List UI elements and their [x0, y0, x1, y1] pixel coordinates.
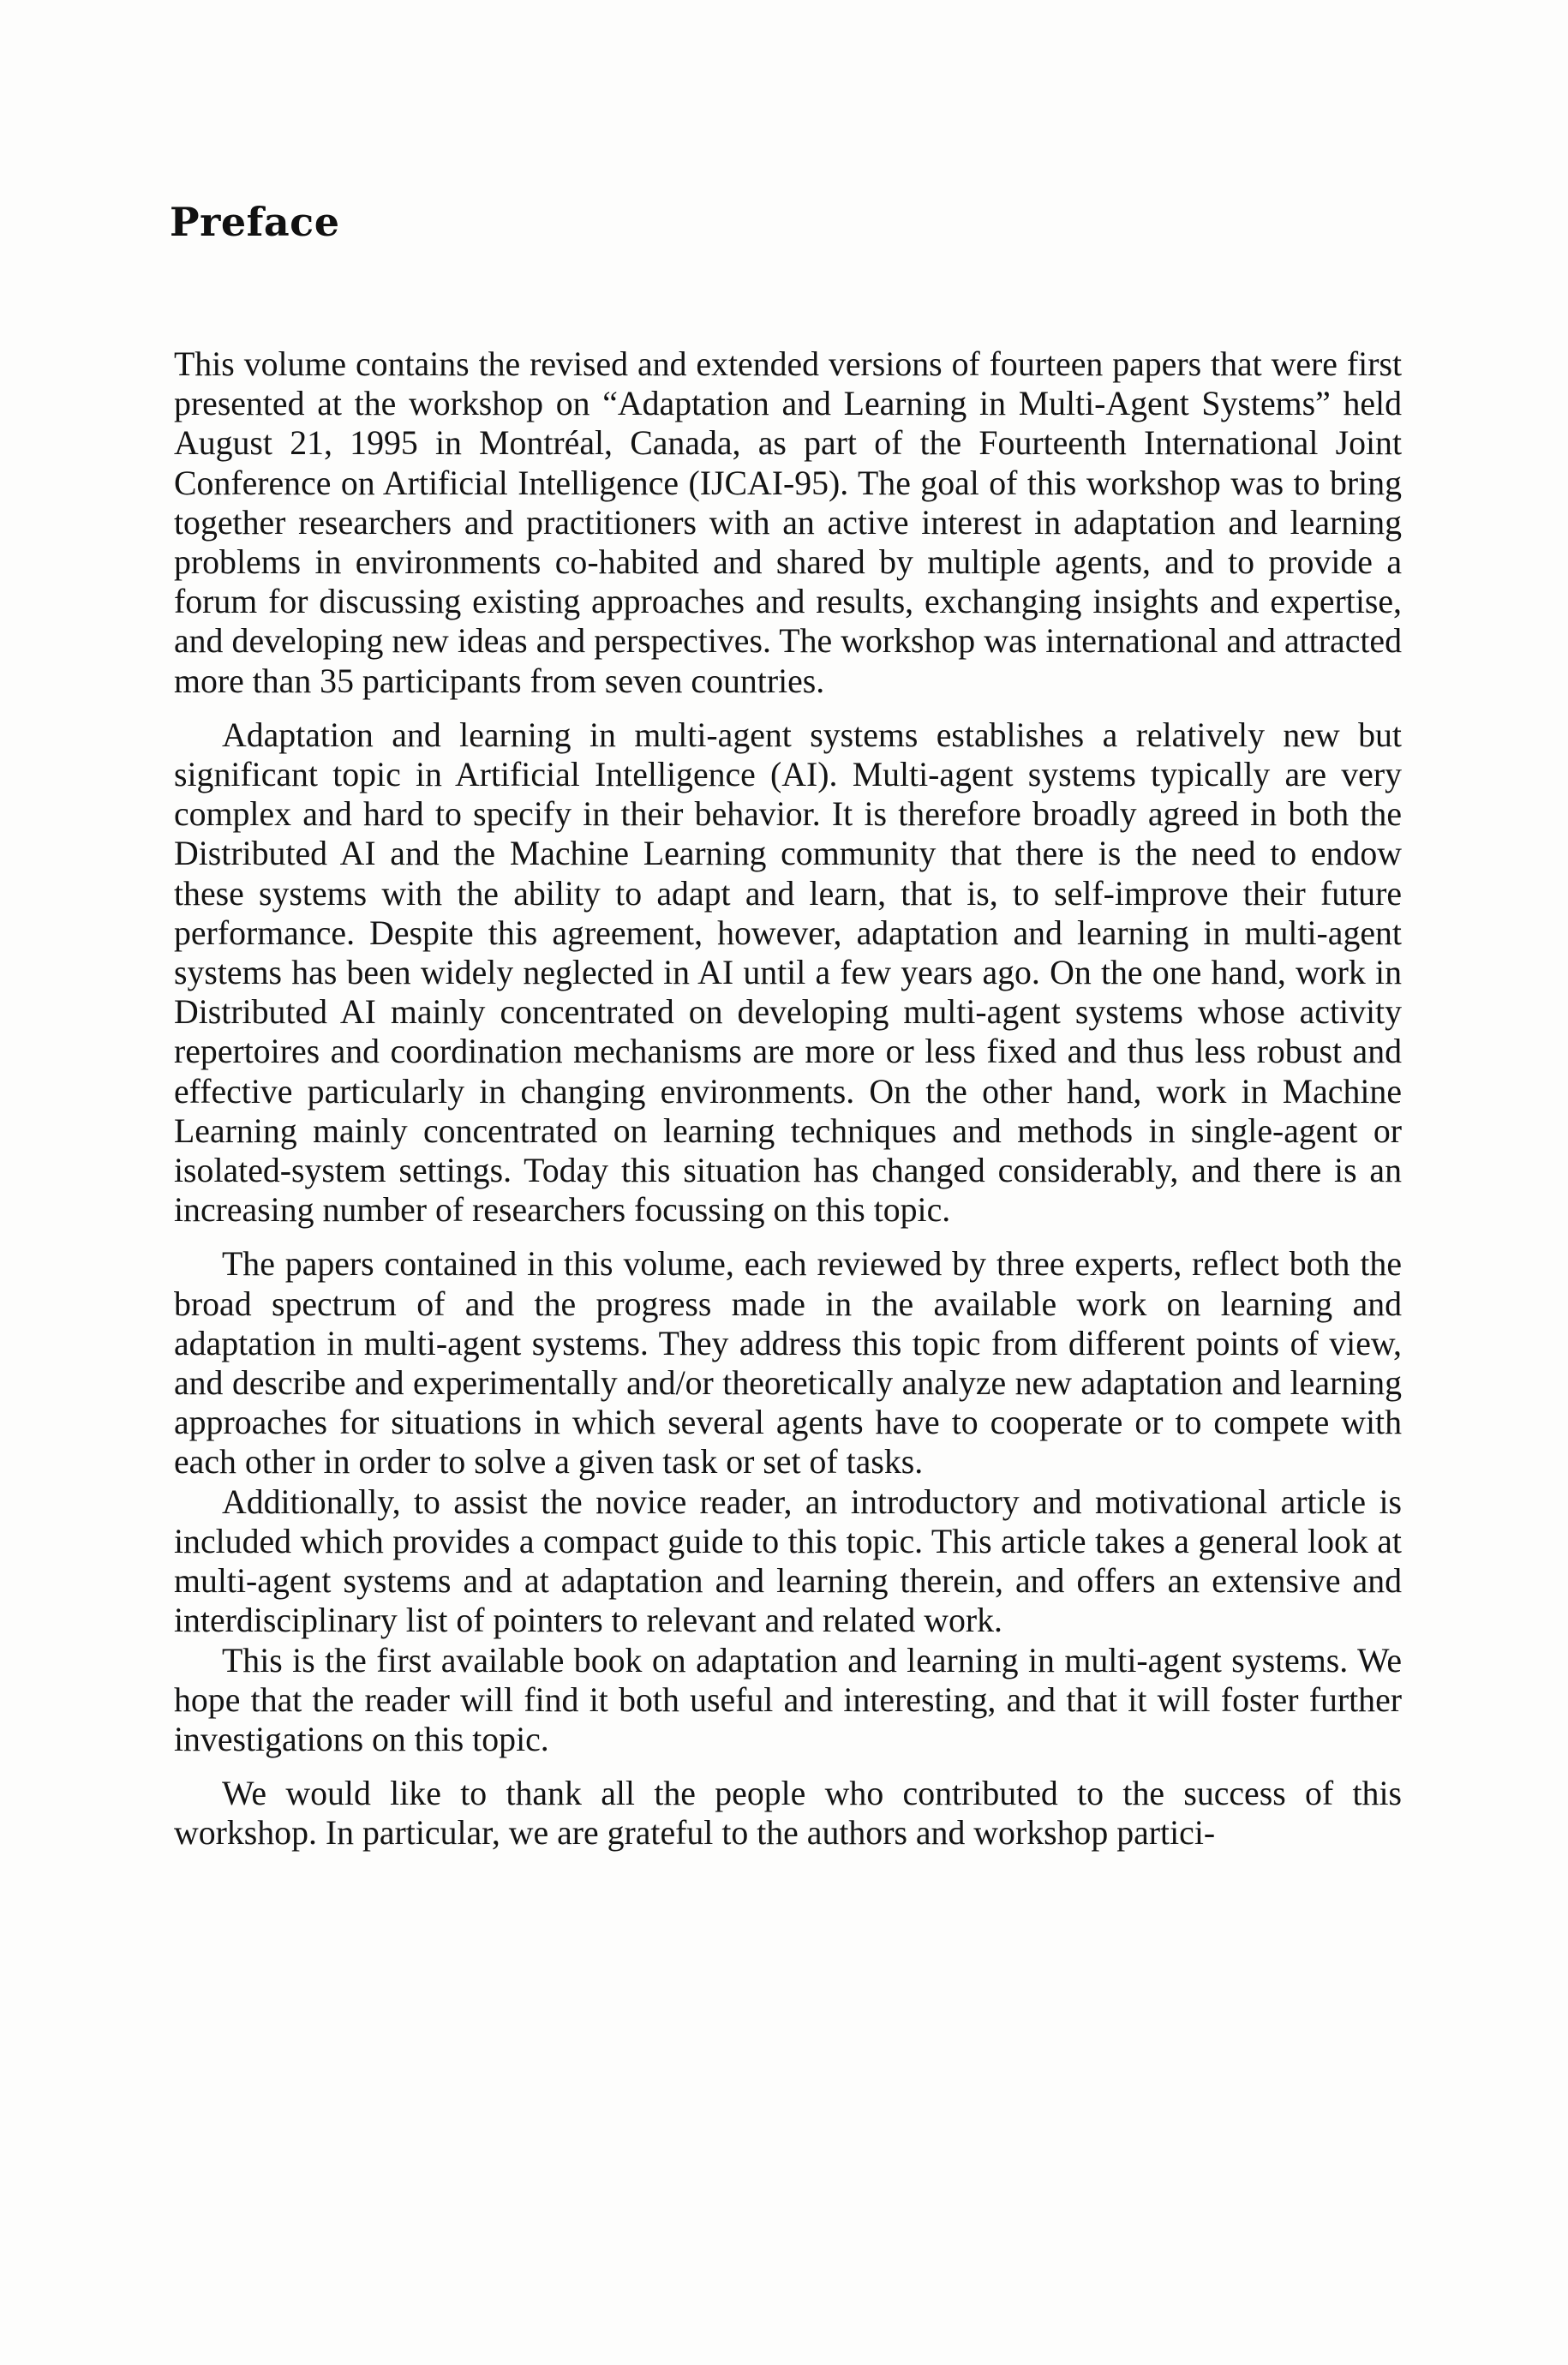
paragraph-acknowledgements: We would like to thank all the people who contributed to the success of this workshop. In particular, we are grateful to the authors and workshop partici-: [174, 1775, 1402, 1853]
paragraph-papers: The papers contained in this volume, each reviewed by three experts, reflect both the broad spectrum of and the progress made in the available work on learning and adaptation in multi-agent systems. They address this topic from different points of view, and describe and experimentally and/or theoretically analyze new adaptation and learning approaches for situations in which several agents have to cooperate or to compete with each other in order to solve a given task or set of tasks.: [174, 1245, 1402, 1482]
page-title: Preface: [170, 199, 340, 245]
preface-body: [174, 344, 1402, 1853]
paragraph-introductory-article: Additionally, to assist the novice reader, an introductory and motivational article is included which provides a compact guide to this topic. This article takes a general look at multi-agent systems and at adaptation and learning therein, and offers an extensive and interdisciplinary list of pointers to relevant and related work.: [174, 1482, 1402, 1640]
paragraph-topic: Adaptation and learning in multi-agent systems establishes a relatively new but significant topic in Artificial Intelligence (AI). Multi-agent systems typically are very complex and hard to specify in their behavior. It is therefore broadly agreed in both the Distributed AI and the Machine Learning community that there is the need to endow these systems with the ability to adapt and learn, that is, to self-improve their future performance. Despite this agreement, however, adaptation and learning in multi-agent systems has been widely neglected in AI until a few years ago. On the one hand, work in Distributed AI mainly concentrated on developing multi-agent systems whose activity repertoires and coordination mechanisms are more or less fixed and thus less robust and effective particularly in changing environments. On the other hand, work in Machine Learning mainly concentrated on learning techniques and methods in single-agent or isolated-system settings. Today this situation has changed considerably, and there is an increasing number of researchers focussing on this topic.: [174, 715, 1402, 1230]
paragraph-intro: This volume contains the revised and extended versions of fourteen papers that were first presented at the workshop on “Adaptation and Learning in Multi-Agent Systems” held August 21, 1995 in Montréal, Canada, as part of the Fourteenth International Joint Conference on Artificial Intelligence (IJCAI-95). The goal of this workshop was to bring together researchers and practitioners with an active interest in adaptation and learning problems in environments co-habited and shared by multiple agents, and to provide a forum for discussing existing approaches and results, exchanging insights and expertise, and developing new ideas and perspectives. The workshop was international and attracted more than 35 participants from seven countries.: [174, 345, 1402, 700]
paragraph-first-book: This is the first available book on adaptation and learning in multi-agent systems. We hope that the reader will find it both useful and interesting, and that it will foster further investigations on this topic.: [174, 1641, 1402, 1758]
